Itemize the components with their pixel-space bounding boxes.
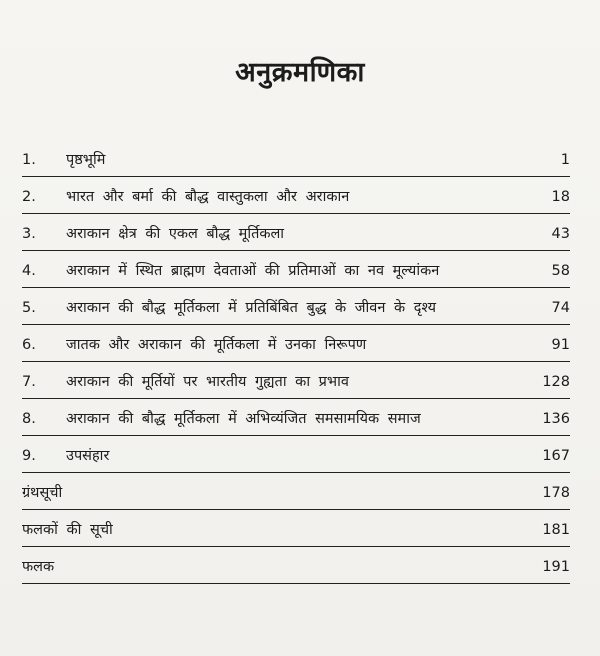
- toc-entry-5: [22, 290, 570, 327]
- toc-entry-6: [22, 327, 570, 364]
- entry-number: 6.: [22, 337, 36, 353]
- page-title: अनुक्रमणिका: [235, 57, 365, 88]
- divider-line: [22, 435, 570, 436]
- toc-entry-7: [22, 364, 570, 401]
- entry-title: अराकान की बौद्ध मूर्तिकला में अभिव्यंजित समसामयिक समाज: [66, 411, 421, 427]
- divider-line: [22, 250, 570, 251]
- entry-page: 58: [551, 263, 570, 279]
- entry-page: 178: [542, 485, 570, 501]
- entry-number: 7.: [22, 374, 36, 390]
- entry-number: 8.: [22, 411, 36, 427]
- entry-page: 128: [542, 374, 570, 390]
- entry-title: जातक और अराकान की मूर्तिकला में उनका निरूपण: [66, 337, 367, 353]
- entry-number: 9.: [22, 448, 36, 464]
- toc-entry-plates: [22, 549, 570, 586]
- divider-line: [22, 324, 570, 325]
- entry-number: 1.: [22, 152, 36, 168]
- entry-page: 136: [542, 411, 570, 427]
- toc-entry-list-of-plates: [22, 512, 570, 549]
- entry-title: अराकान की मूर्तियों पर भारतीय गुह्यता का प्रभाव: [66, 374, 349, 390]
- entry-page: 43: [551, 226, 570, 242]
- toc-entry-bibliography: [22, 475, 570, 512]
- entry-page: 167: [542, 448, 570, 464]
- divider-line: [22, 213, 570, 214]
- entry-number: 3.: [22, 226, 36, 242]
- entry-number: 5.: [22, 300, 36, 316]
- divider-line: [22, 361, 570, 362]
- divider-line: [22, 509, 570, 510]
- divider-line: [22, 176, 570, 177]
- divider-line: [22, 546, 570, 547]
- toc-entry-4: [22, 253, 570, 290]
- entry-title: पृष्ठभूमि: [66, 152, 106, 168]
- divider-line: [22, 287, 570, 288]
- toc-entry-8: [22, 401, 570, 438]
- toc-entry-2: [22, 179, 570, 216]
- divider-line: [22, 398, 570, 399]
- toc-entry-1: [22, 142, 570, 179]
- divider-line: [22, 583, 570, 584]
- entry-number: 2.: [22, 189, 36, 205]
- toc-entry-9: [22, 438, 570, 475]
- entry-page: 74: [551, 300, 570, 316]
- entry-title: उपसंहार: [66, 448, 110, 464]
- entry-page: 1: [560, 152, 570, 168]
- entry-title: फलक: [22, 559, 55, 575]
- entry-page: 91: [551, 337, 570, 353]
- entry-title: फलकों की सूची: [22, 522, 113, 538]
- entry-title: अराकान में स्थित ब्राह्मण देवताओं की प्रतिमाओं का नव मूल्यांकन: [66, 263, 440, 279]
- entry-title: भारत और बर्मा की बौद्ध वास्तुकला और अराकान: [66, 189, 350, 205]
- entry-page: 18: [551, 189, 570, 205]
- entry-title: ग्रंथसूची: [22, 485, 63, 501]
- entry-number: 4.: [22, 263, 36, 279]
- entry-page: 191: [542, 559, 570, 575]
- entry-page: 181: [542, 522, 570, 538]
- divider-line: [22, 472, 570, 473]
- toc-entry-3: [22, 216, 570, 253]
- entry-title: अराकान क्षेत्र की एकल बौद्ध मूर्तिकला: [66, 226, 285, 242]
- table-of-contents: [22, 142, 570, 586]
- entry-title: अराकान की बौद्ध मूर्तिकला में प्रतिबिंबित बुद्ध के जीवन के दृश्य: [66, 300, 437, 316]
